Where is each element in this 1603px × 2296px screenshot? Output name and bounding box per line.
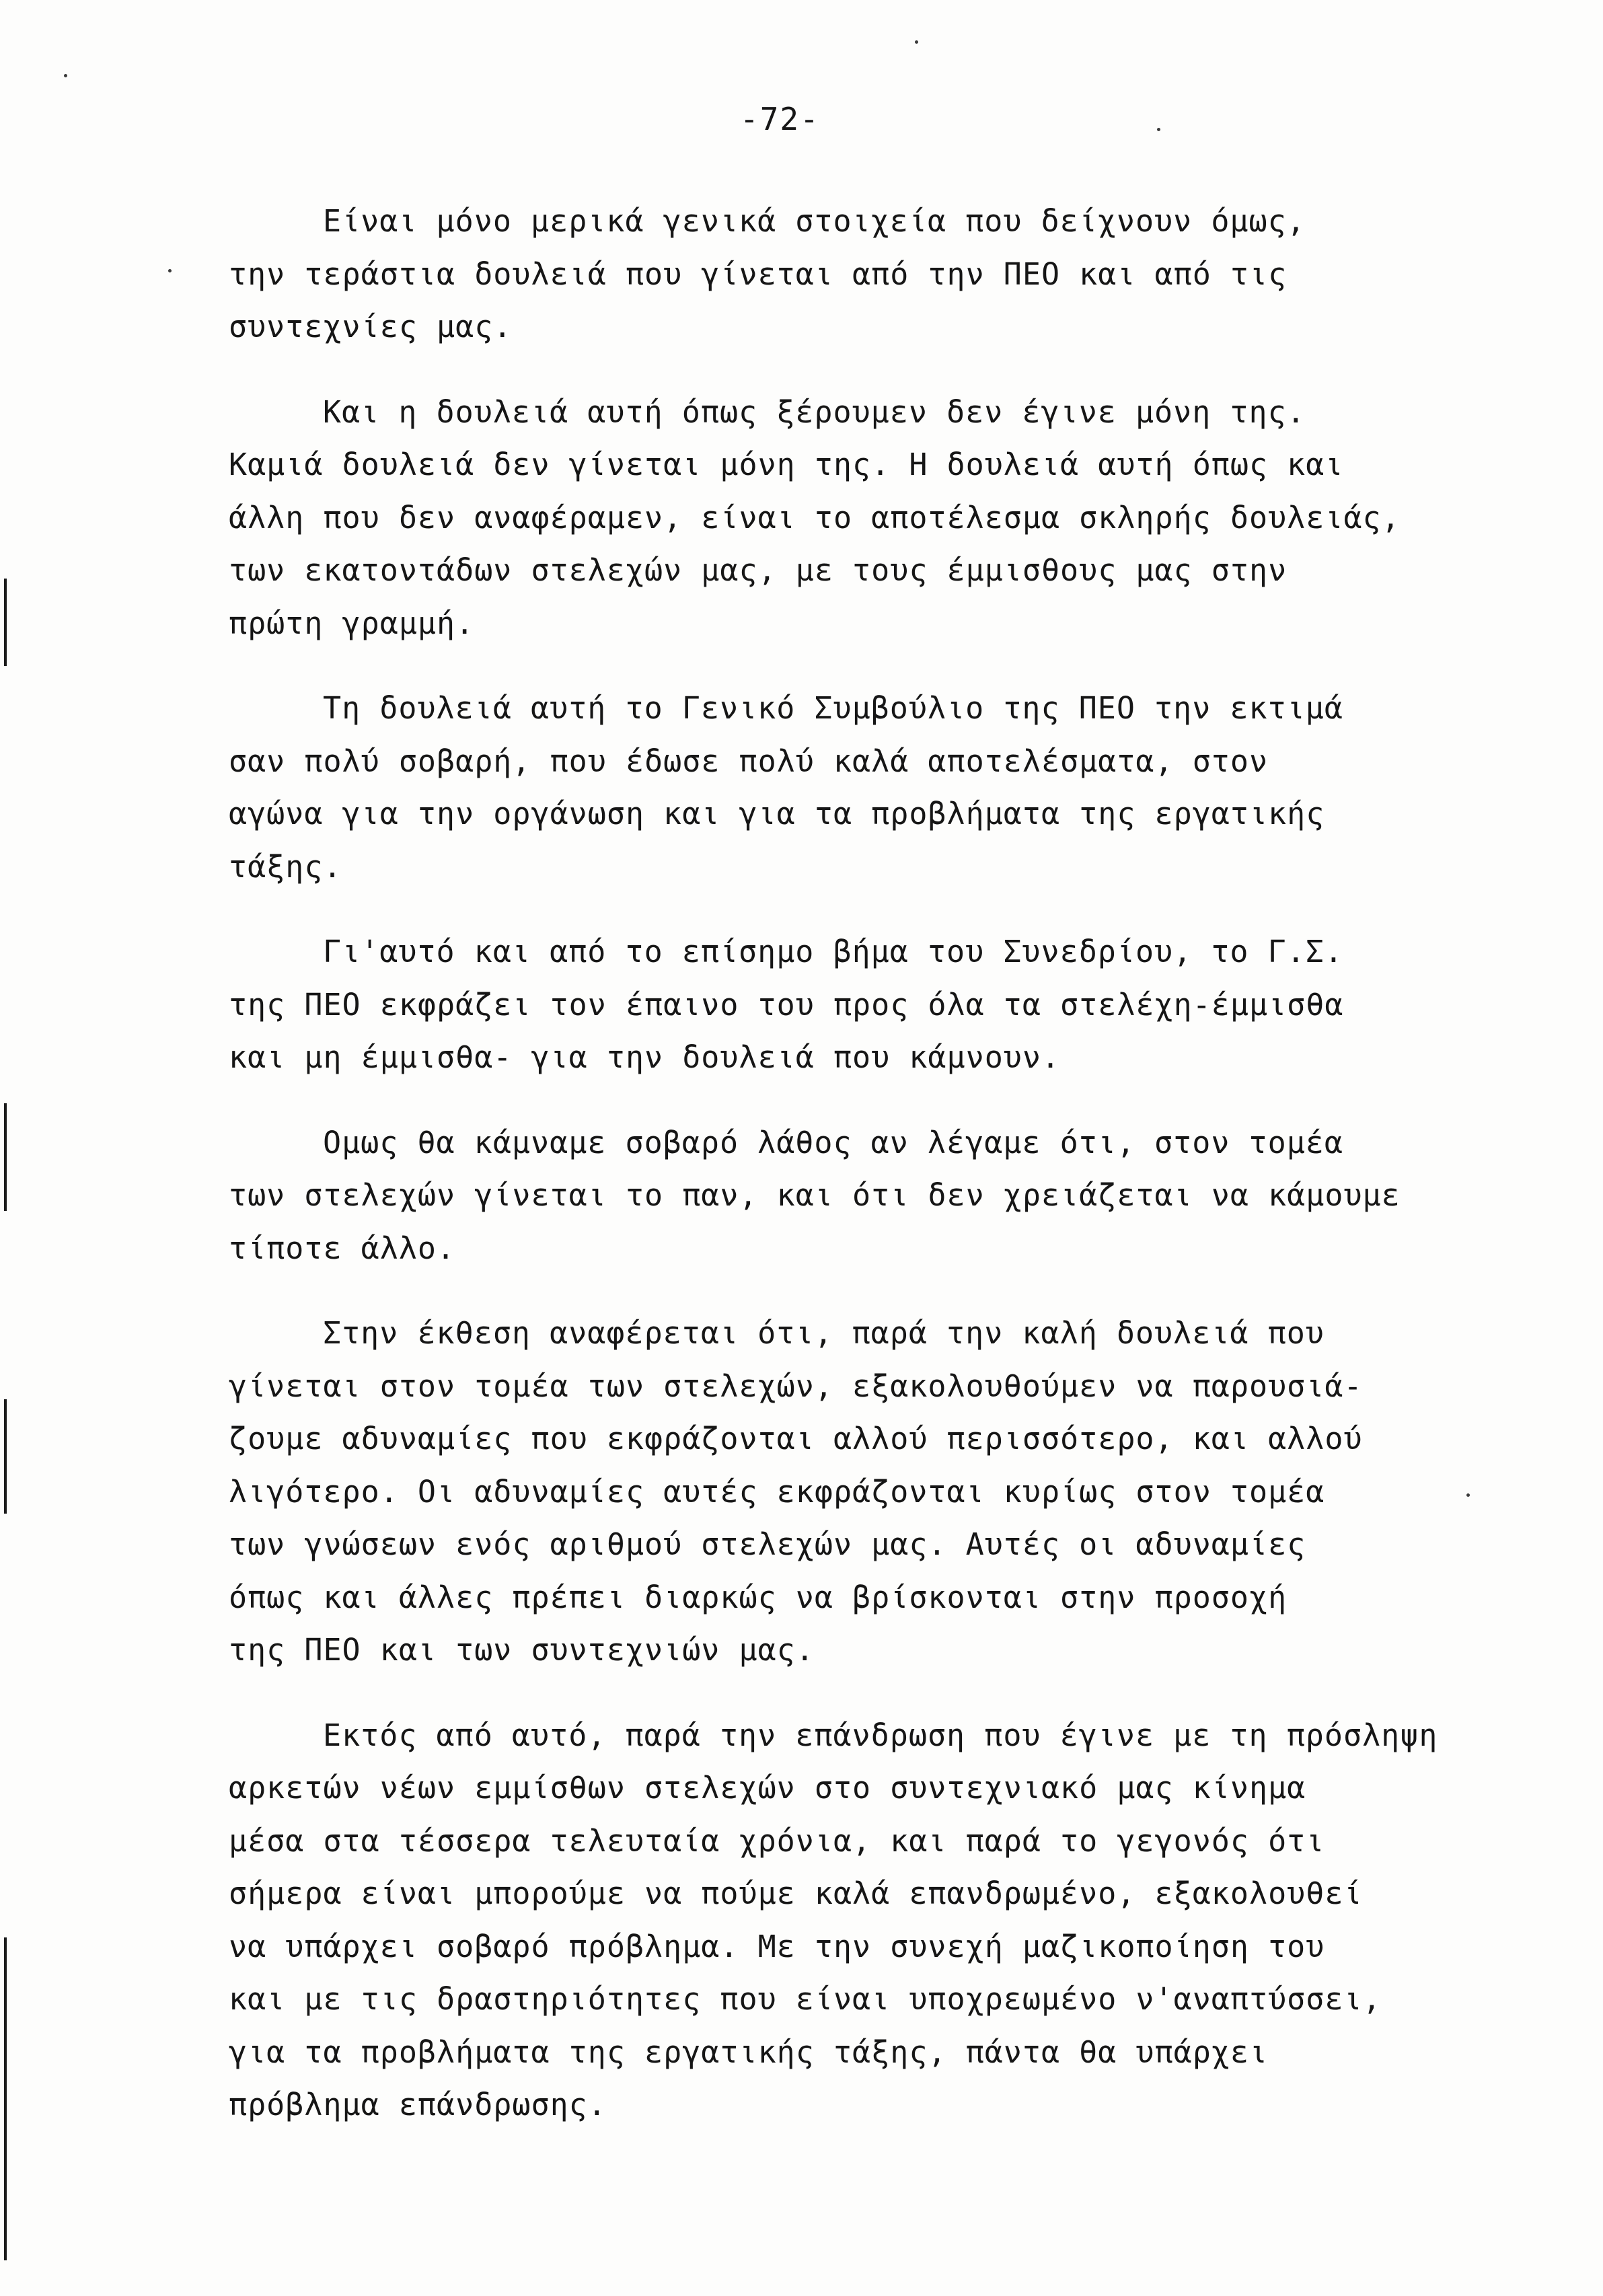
text-line: Εκτός από αυτό, παρά την επάνδρωση που έγινε με τη πρόσληψη: [323, 1717, 1438, 1753]
text-line: και με τις δραστηριότητες που είναι υποχρεωμένο ν'αναπτύσσει,: [229, 1981, 1382, 2017]
text-line: των στελεχών γίνεται το παν, και ότι δεν χρειάζεται να κάμουμε: [229, 1177, 1401, 1213]
scan-edge-mark: [4, 1399, 7, 1514]
page-number: -72-: [740, 101, 820, 137]
text-line: Στην έκθεση αναφέρεται ότι, παρά την καλή δουλειά που: [323, 1315, 1325, 1351]
paragraph: [229, 926, 1507, 1084]
text-line: για τα προβλήματα της εργατικής τάξης, πάντα θα υπάρχει: [229, 2034, 1269, 2070]
text-line: αρκετών νέων εμμίσθων στελεχών στο συντεχνιακό μας κίνημα: [229, 1770, 1306, 1806]
typed-text-body: [229, 195, 1507, 2164]
paragraph: [229, 1117, 1507, 1275]
text-line: την τεράστια δουλειά που γίνεται από την ΠΕΟ και από τις: [229, 256, 1288, 292]
text-line: γίνεται στον τομέα των στελεχών, εξακολουθούμεν να παρουσιά-: [229, 1368, 1363, 1404]
paragraph: [229, 1709, 1507, 2132]
scan-edge-mark: [4, 579, 7, 666]
text-line: και μη έμμισθα- για την δουλειά που κάμνουν.: [229, 1039, 1061, 1075]
text-line: των εκατοντάδων στελεχών μας, με τους έμμισθους μας στην: [229, 552, 1288, 588]
text-line: τάξης.: [229, 848, 342, 885]
scan-edge-mark: [4, 1103, 7, 1211]
text-line: των γνώσεων ενός αριθμού στελεχών μας. Αυτές οι αδυναμίες: [229, 1526, 1306, 1562]
paragraph: [229, 1307, 1507, 1677]
text-line: να υπάρχει σοβαρό πρόβλημα. Με την συνεχή μαζικοποίηση του: [229, 1928, 1325, 1964]
text-line: της ΠΕΟ και των συντεχνιών μας.: [229, 1632, 815, 1668]
text-line: μέσα στα τέσσερα τελευταία χρόνια, και παρά το γεγονός ότι: [229, 1822, 1325, 1859]
text-line: πρόβλημα επάνδρωσης.: [229, 2087, 607, 2122]
text-line: Και η δουλειά αυτή όπως ξέρουμεν δεν έγινε μόνη της.: [323, 394, 1306, 430]
text-line: άλλη που δεν αναφέραμεν, είναι το αποτέλεσμα σκληρής δουλειάς,: [229, 499, 1401, 535]
text-line: Καμιά δουλειά δεν γίνεται μόνη της. Η δουλειά αυτή όπως και: [229, 447, 1344, 482]
text-line: Ομως θα κάμναμε σοβαρό λάθος αν λέγαμε ότι, στον τομέα: [323, 1124, 1343, 1160]
scan-speck: [64, 74, 67, 77]
text-line: λιγότερο. Οι αδυναμίες αυτές εκφράζονται κυρίως στον τομέα: [229, 1473, 1325, 1510]
text-line: ζουμε αδυναμίες που εκφράζονται αλλού περισσότερο, και αλλού: [229, 1421, 1363, 1456]
scan-speck: [1157, 128, 1160, 131]
paragraph: [229, 682, 1507, 893]
paragraph: [229, 386, 1507, 651]
text-line: αγώνα για την οργάνωση και για τα προβλήματα της εργατικής: [229, 796, 1325, 831]
text-line: σήμερα είναι μπορούμε να πούμε καλά επανδρωμένο, εξακολουθεί: [229, 1876, 1363, 1911]
text-line: σαν πολύ σοβαρή, που έδωσε πολύ καλά αποτελέσματα, στον: [229, 743, 1269, 779]
scan-edge-mark: [4, 1937, 7, 2260]
text-line: συντεχνίες μας.: [229, 309, 513, 344]
text-line: Είναι μόνο μερικά γενικά στοιχεία που δείχνουν όμως,: [323, 203, 1306, 239]
text-line: όπως και άλλες πρέπει διαρκώς να βρίσκονται στην προσοχή: [229, 1579, 1288, 1615]
text-line: Τη δουλειά αυτή το Γενικό Συμβούλιο της ΠΕΟ την εκτιμά: [323, 690, 1343, 726]
paragraph: [229, 195, 1507, 354]
text-line: τίποτε άλλο.: [229, 1230, 456, 1266]
scan-speck: [915, 40, 918, 44]
text-line: Γι'αυτό και από το επίσημο βήμα του Συνεδρίου, το Γ.Σ.: [323, 934, 1343, 969]
text-line: πρώτη γραμμή.: [229, 605, 475, 641]
text-line: της ΠΕΟ εκφράζει τον έπαινο του προς όλα τα στελέχη-έμμισθα: [229, 986, 1344, 1023]
